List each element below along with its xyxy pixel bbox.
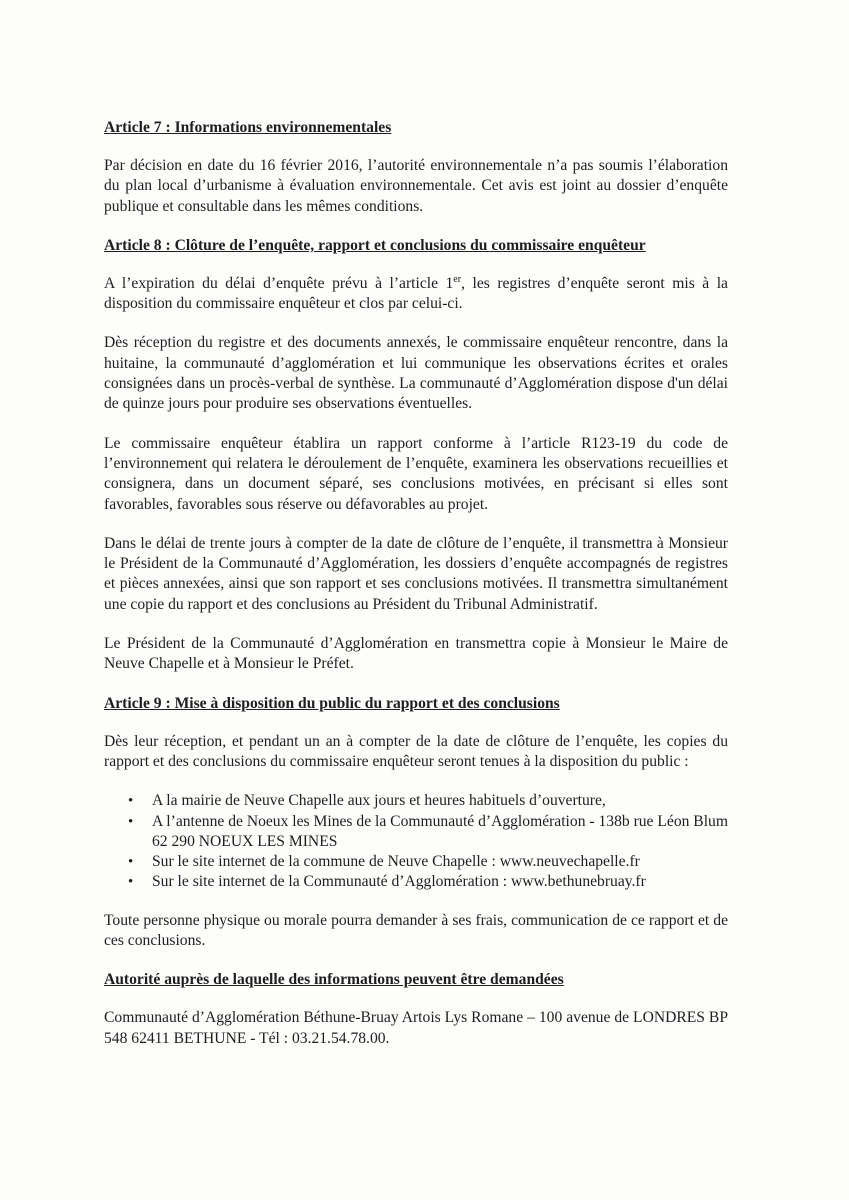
article-8-p1-superscript: er [453, 273, 462, 285]
article-8-paragraph-5: Le Président de la Communauté d’Agglomération en transmettra copie à Monsieur le Maire de Neuve Chapelle et à Monsieur le Préfet. [104, 635, 728, 673]
article-8-paragraph-4: Dans le délai de trente jours à compter de la date de clôture de l’enquête, il transmettra à Monsieur le Président de la Communauté d’Agglomération, les dossiers d’enquête accompagnés de registres et pièces annexées, ainsi que son rapport et ses conclusions motivées. Il transmettra simultanément une copie du rapport et des conclusions au Président du Tribunal Administratif. [104, 534, 728, 613]
article-7-paragraph: Par décision en date du 16 février 2016, l’autorité environnementale n’a pas soumis l’élaboration du plan local d’urbanisme à évaluation environnementale. Cet avis est joint au dossier d’enquête publique et consultable dans les mêmes conditions. [104, 157, 728, 215]
article-8-heading: Article 8 : Clôture de l’enquête, rapport et conclusions du commissaire enquêteur [104, 236, 646, 254]
article-8-section [104, 236, 728, 675]
list-item: • Sur le site internet de la Communauté d’Agglomération : www.bethunebruay.fr [152, 872, 728, 892]
article-8-paragraph-2: Dès réception du registre et des documents annexés, le commissaire enquêteur rencontre, dans la huitaine, la communauté d’agglomération et lui communique les observations écrites et orales consignées dans un procès-verbal de synthèse. La communauté d’Agglomération dispose d'un délai de quinze jours pour produire ses observations éventuelles. [104, 334, 728, 413]
authority-address: Communauté d’Agglomération Béthune-Bruay Artois Lys Romane – 100 avenue de LONDRES BP 548 62411 BETHUNE - Tél : 03.21.54.78.00. [104, 1009, 728, 1047]
article-8-paragraph-3: Le commissaire enquêteur établira un rapport conforme à l’article R123-19 du code de l’environnement qui relatera le déroulement de l’enquête, examinera les observations recueillies et consignera, dans un document séparé, ses conclusions motivées, en précisant si elles sont favorables, favorables sous réserve ou défavorables au projet. [104, 434, 728, 513]
article-7-section [104, 118, 728, 217]
article-9-paragraph-1: Dès leur réception, et pendant un an à compter de la date de clôture de l’enquête, les copies du rapport et des conclusions du commissaire enquêteur seront tenues à la disposition du public : [104, 732, 728, 770]
authority-heading: Autorité auprès de laquelle des informations peuvent être demandées [104, 971, 564, 989]
article-7-heading: Article 7 : Informations environnementales [104, 119, 392, 136]
list-item: • Sur le site internet de la commune de Neuve Chapelle : www.neuvechapelle.fr [152, 852, 728, 872]
article-9-heading: Article 9 : Mise à disposition du public du rapport et des conclusions [104, 694, 560, 712]
article-8-p1-text: A l’expiration du délai d’enquête prévu à l’article 1 [104, 274, 454, 292]
authority-section [104, 970, 728, 1049]
list-item: • A l’antenne de Noeux les Mines de la Communauté d’Agglomération - 138b rue Léon Blum 62 290 NOEUX LES MINES [152, 812, 728, 853]
document-page [104, 118, 728, 1068]
article-9-section [104, 694, 728, 952]
list-item: • A la mairie de Neuve Chapelle aux jours et heures habituels d’ouverture, [152, 791, 728, 811]
availability-list [104, 791, 728, 892]
article-8-p1-text-end: , les registres d’enquête seront mis à la disposition du commissaire enquêteur et clos par celui-ci. [104, 274, 728, 313]
article-9-paragraph-2: Toute personne physique ou morale pourra demander à ses frais, communication de ce rapport et de ces conclusions. [104, 911, 728, 950]
article-8-paragraph-1 [104, 274, 728, 315]
